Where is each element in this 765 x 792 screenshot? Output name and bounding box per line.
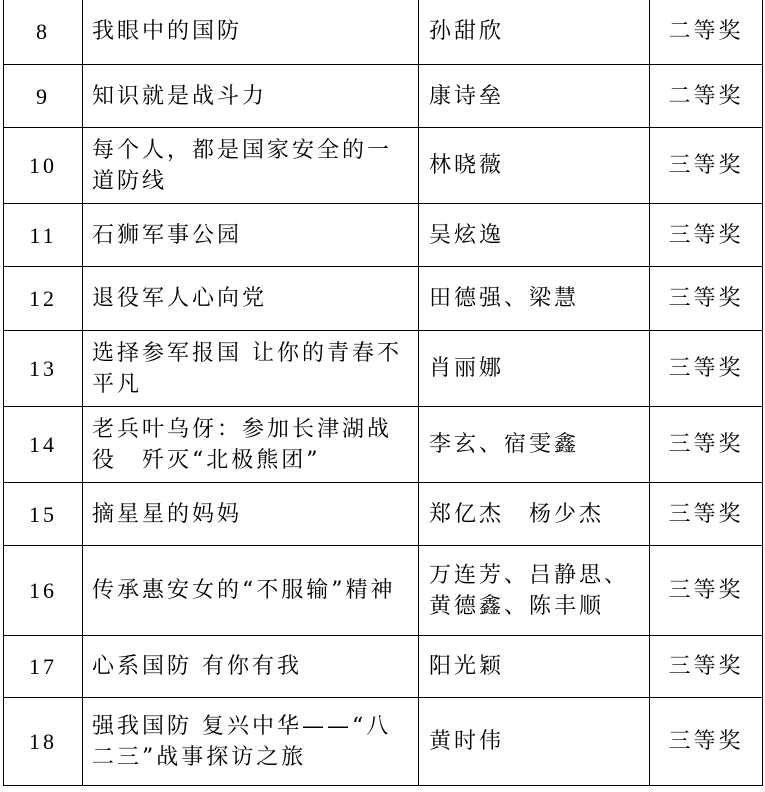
author-name: 阳光颖 — [419, 636, 650, 698]
row-number: 16 — [4, 546, 83, 636]
award-level: 三等奖 — [650, 698, 763, 786]
row-number: 12 — [4, 267, 83, 331]
row-number: 8 — [4, 0, 83, 65]
table-row — [4, 483, 763, 546]
author-name: 吴炫逸 — [419, 204, 650, 267]
table-row — [4, 267, 763, 331]
award-level: 三等奖 — [650, 636, 763, 698]
author-name: 万连芳、吕静思、黄德鑫、陈丰顺 — [419, 546, 650, 636]
work-title: 知识就是战斗力 — [83, 65, 419, 128]
award-level: 三等奖 — [650, 407, 763, 483]
author-name: 郑亿杰 杨少杰 — [419, 483, 650, 546]
table-row — [4, 698, 763, 786]
award-level: 三等奖 — [650, 128, 763, 204]
award-level: 二等奖 — [650, 65, 763, 128]
table-row — [4, 636, 763, 698]
row-number: 17 — [4, 636, 83, 698]
award-level: 二等奖 — [650, 0, 763, 65]
row-number: 18 — [4, 698, 83, 786]
award-level: 三等奖 — [650, 204, 763, 267]
work-title: 选择参军报国 让你的青春不平凡 — [83, 331, 419, 407]
award-level: 三等奖 — [650, 546, 763, 636]
row-number: 11 — [4, 204, 83, 267]
table-row — [4, 0, 763, 65]
table-row — [4, 331, 763, 407]
work-title: 我眼中的国防 — [83, 0, 419, 65]
table-row — [4, 65, 763, 128]
award-level: 三等奖 — [650, 331, 763, 407]
table-row — [4, 128, 763, 204]
author-name: 康诗垒 — [419, 65, 650, 128]
author-name: 黄时伟 — [419, 698, 650, 786]
work-title: 摘星星的妈妈 — [83, 483, 419, 546]
author-name: 李玄、宿雯鑫 — [419, 407, 650, 483]
work-title: 强我国防 复兴中华——“八二三”战事探访之旅 — [83, 698, 419, 786]
work-title: 传承惠安女的“不服输”精神 — [83, 546, 419, 636]
work-title: 石狮军事公园 — [83, 204, 419, 267]
table-row — [4, 546, 763, 636]
table-row — [4, 407, 763, 483]
row-number: 9 — [4, 65, 83, 128]
author-name: 林晓薇 — [419, 128, 650, 204]
author-name: 肖丽娜 — [419, 331, 650, 407]
table-row — [4, 204, 763, 267]
row-number: 14 — [4, 407, 83, 483]
author-name: 孙甜欣 — [419, 0, 650, 65]
author-name: 田德强、梁慧 — [419, 267, 650, 331]
row-number: 10 — [4, 128, 83, 204]
work-title: 每个人，都是国家安全的一道防线 — [83, 128, 419, 204]
award-level: 三等奖 — [650, 267, 763, 331]
awards-table-body — [4, 0, 763, 786]
award-level: 三等奖 — [650, 483, 763, 546]
work-title: 老兵叶乌伢：参加长津湖战役 歼灭“北极熊团” — [83, 407, 419, 483]
awards-table — [3, 0, 763, 786]
row-number: 13 — [4, 331, 83, 407]
work-title: 心系国防 有你有我 — [83, 636, 419, 698]
work-title: 退役军人心向党 — [83, 267, 419, 331]
row-number: 15 — [4, 483, 83, 546]
